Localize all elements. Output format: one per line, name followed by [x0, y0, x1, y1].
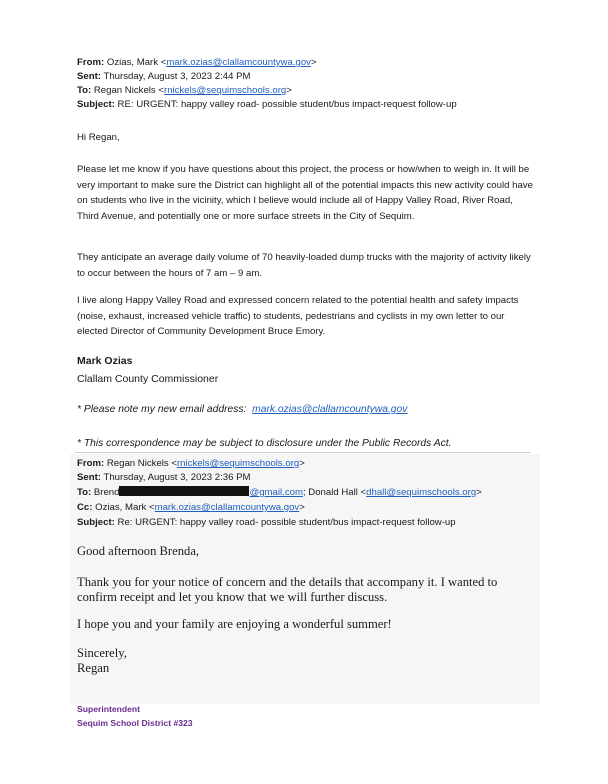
redaction-bar [119, 486, 249, 496]
bracket: > [286, 85, 292, 96]
email2-paragraph-1: Thank you for your notice of concern and the details that accompany it. I wanted to confirm receipt and let you know that we will further discuss. [77, 575, 498, 604]
bracket: > [476, 487, 482, 498]
new-email-note [77, 404, 407, 415]
from-label: From: [77, 57, 105, 68]
signature-superintendent: Superintendent [77, 704, 141, 714]
email1-sent-line [77, 70, 251, 84]
to-second-recipient: ; Donald Hall < [302, 487, 367, 498]
email2-from-line [77, 457, 305, 471]
signature-title: Clallam County Commissioner [77, 373, 219, 385]
sent-value: Thursday, August 3, 2023 2:44 PM [103, 71, 251, 82]
sent-label: Sent: [77, 472, 101, 483]
email2-closing: Sincerely, [77, 646, 127, 660]
email1-greeting: Hi Regan, [77, 132, 120, 143]
to-email-link-2[interactable]: dhall@sequimschools.org [366, 487, 477, 498]
signature-name: Mark Ozias [77, 355, 133, 367]
email2-cc-line [77, 501, 305, 515]
note-email-link[interactable]: mark.ozias@clallamcountywa.gov [252, 404, 408, 415]
email2-sent-line [77, 471, 251, 485]
email2-subject-line [77, 516, 456, 530]
note-text: * Please note my new email address: [77, 404, 247, 415]
from-email-link[interactable]: rnickels@sequimschools.org [176, 458, 300, 469]
email1-from-line [77, 56, 317, 70]
from-email-link[interactable]: mark.ozias@clallamcountywa.gov [166, 57, 311, 68]
from-name: Regan Nickels < [106, 458, 177, 469]
subject-label: Subject: [77, 517, 115, 528]
signature-district: Sequim School District #323 [77, 718, 193, 728]
subject-value: RE: URGENT: happy valley road- possible student/bus impact-request follow-up [117, 99, 457, 110]
sent-label: Sent: [77, 71, 101, 82]
to-email-link[interactable]: @gmail.com [249, 487, 303, 498]
email1-paragraph-2: They anticipate an average daily volume of 70 heavily-loaded dump trucks with the majority of activity likely to occur between the hours of 7 am – 9 am. [77, 252, 531, 279]
email1-subject-line [77, 98, 457, 112]
to-name: Regan Nickels < [93, 85, 164, 96]
email2-signoff-name: Regan [77, 661, 110, 675]
divider [75, 452, 531, 453]
to-label: To: [77, 85, 92, 96]
bracket: > [310, 57, 317, 68]
cc-email-link[interactable]: mark.ozias@clallamcountywa.gov [154, 502, 300, 513]
bracket: > [299, 458, 305, 469]
email2-greeting: Good afternoon Brenda, [77, 544, 200, 558]
email2-paragraph-2: I hope you and your family are enjoying a wonderful summer! [77, 617, 392, 631]
cc-name: Ozias, Mark < [95, 502, 155, 513]
to-name-partial: Brend [93, 487, 120, 498]
sent-value: Thursday, August 3, 2023 2:36 PM [103, 472, 251, 483]
from-name: Ozias, Mark < [106, 57, 167, 68]
email2-to-line [77, 486, 482, 500]
public-records-note: * This correspondence may be subject to disclosure under the Public Records Act. [77, 438, 452, 449]
cc-label: Cc: [77, 502, 93, 513]
email1-paragraph-1: Please let me know if you have questions about this project, the process or how/when to weigh in. It will be very important to make sure the District can highlight all of the potential impacts this new activity could have on students who live in the vicinity, which I believe would include all of Happy Valley Road, River Road, Third Avenue, and potentially one or more surface streets in the City of Sequim. [77, 164, 533, 222]
subject-value: Re: URGENT: happy valley road- possible student/bus impact-request follow-up [117, 517, 456, 528]
to-label: To: [77, 487, 92, 498]
to-email-link[interactable]: rnickels@sequimschools.org [164, 85, 287, 96]
subject-label: Subject: [77, 99, 115, 110]
from-label: From: [77, 458, 105, 469]
bracket: > [299, 502, 305, 513]
email1-to-line [77, 84, 292, 98]
email1-paragraph-3: I live along Happy Valley Road and expressed concern related to the potential health and safety impacts (noise, exhaust, increased vehicle traffic) to students, pedestrians and cyclists in my own letter to our elected Director of Community Development Bruce Emory. [77, 295, 519, 337]
